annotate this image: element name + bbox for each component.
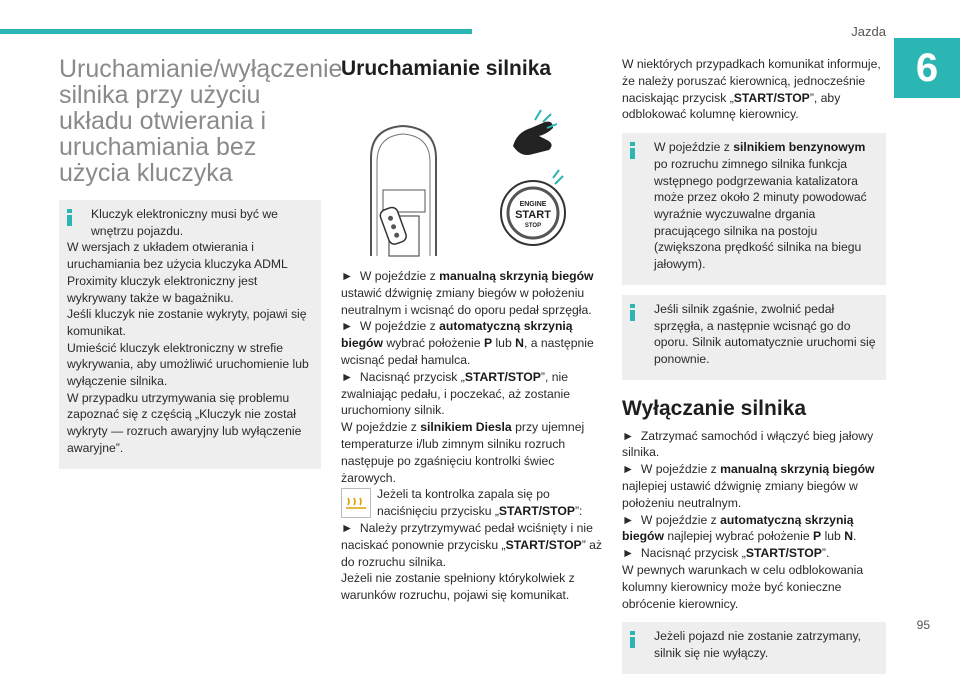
button-label-stop: STOP: [524, 223, 542, 229]
final-note: Jeżeli nie zostanie spełniony którykolwiek z warunków rozruchu, pojawi się komunikat.: [341, 571, 575, 603]
info-icon: [65, 209, 74, 226]
glow-plug-note: Jeżeli ta kontrolka zapala się po naciśnięciu przycisku „START/STOP”:: [341, 486, 603, 520]
column-right: [622, 56, 886, 674]
steering-intro: W niektórych przypadkach komunikat informuje, że należy poruszać kierownicą, jednocześnie naciskając przycisk „START/STOP”, aby odblokować kolumnę kierownicy.: [622, 57, 881, 122]
info-text: W pojeździe z silnikiem benzynowym po rozruchu zimnego silnika funkcja wstępnego podgrzewania katalizatora może przez około 2 minuty powodować wyraźnie wyczuwalne drgania pracującego silnika na postoju (zwiększona prędkość silnika na biegu jałowym).: [654, 140, 867, 272]
info-text: Jeżeli pojazd nie zostanie zatrzymany, silnik się nie wyłączy.: [654, 629, 862, 661]
info-box-petrol: [622, 133, 886, 285]
info-text: Jeśli silnik zgaśnie, zwolnić pedał sprzęgła, a następnie wcisnąć go do oporu. Silnik automatycznie uruchomi się ponownie.: [654, 301, 876, 366]
page-title: Uruchamianie/wyłączenie silnika przy użyciu układu otwierania i uruchamiania bez użycia kluczyka: [59, 55, 343, 187]
chapter-tab: 6: [894, 38, 960, 98]
info-box-key: [59, 200, 321, 469]
glow-plug-icon: [341, 488, 371, 518]
car-key-illustration-icon: [341, 98, 603, 258]
stop-step-4: ► Nacisnąć przycisk „START/STOP”.: [622, 546, 830, 561]
stop-step-3: ► W pojeździe z automatyczną skrzynią biegów najlepiej wybrać położenie P lub N.: [622, 512, 857, 544]
info-text: W wersjach z układem otwierania i uruchamiania bez użycia kluczyka ADML Proximity kluczyk elektroniczny jest wykrywany także w bagażniku.: [67, 240, 288, 305]
info-icon: [628, 304, 637, 321]
info-text: Kluczyk elektroniczny musi być we wnętrzu pojazdu.: [91, 207, 278, 238]
stop-steps: [622, 428, 886, 613]
info-text: W przypadku utrzymywania się problemu zapoznać się z częścią „Kluczyk nie został wykryty — rozruch awaryjny lub wyłączenie awaryjne”.: [67, 390, 302, 455]
section-title-stop: Wyłączanie silnika: [622, 396, 807, 420]
info-box-stall: [622, 295, 886, 380]
step-manual: ► W pojeździe z manualną skrzynią biegów ustawić dźwignię zmiany biegów w położeniu neutralnym i wcisnąć do oporu pedał sprzęgła.: [341, 269, 594, 317]
step-press: ► Nacisnąć przycisk „START/STOP”, nie zwalniając pedału, i poczekać, aż zostanie uruchomiony silnik.: [341, 369, 570, 418]
section-header: Jazda: [851, 24, 886, 39]
column-left: [59, 55, 343, 469]
page-number: 95: [916, 618, 930, 632]
button-label-start: START: [515, 209, 551, 221]
step-auto: ► W pojeździe z automatyczną skrzynią biegów wybrać położenie P lub N, a następnie wcisnąć pedał hamulca.: [341, 319, 594, 367]
info-text: Umieścić kluczyk elektroniczny w strefie wykrywania, aby umożliwić uruchomienie lub wyłączenie silnika.: [67, 340, 309, 389]
start-illustration: [341, 98, 603, 258]
step-hold: ► Należy przytrzymywać pedał wciśnięty i nie naciskać ponownie przycisku „START/STOP” aż do rozruchu silnika.: [341, 520, 603, 569]
diesel-note: W pojeździe z silnikiem Diesla przy ujemnej temperaturze i/lub zimnym silniku rozruch następuje po zgaśnięciu kontrolki świec żarowych.: [341, 420, 585, 485]
section-title-start: Uruchamianie silnika: [341, 57, 552, 80]
start-steps: [341, 268, 603, 604]
steering-note: W pewnych warunkach w celu odblokowania kolumny kierownicy może być konieczne obrócenie kierownicy.: [622, 563, 864, 611]
info-box-not-stopped: [622, 622, 886, 673]
button-label-engine: ENGINE: [519, 201, 547, 208]
header-accent-bar: [0, 29, 472, 34]
column-middle: [341, 56, 603, 604]
stop-step-1: ► Zatrzymać samochód i włączyć bieg jałowy silnika.: [622, 428, 874, 460]
info-text: Jeśli kluczyk nie zostanie wykryty, pojawi się komunikat.: [67, 307, 307, 338]
stop-step-2: ► W pojeździe z manualną skrzynią biegów najlepiej ustawić dźwignię zmiany biegów w położeniu neutralnym.: [622, 462, 875, 510]
info-icon: [628, 142, 637, 159]
